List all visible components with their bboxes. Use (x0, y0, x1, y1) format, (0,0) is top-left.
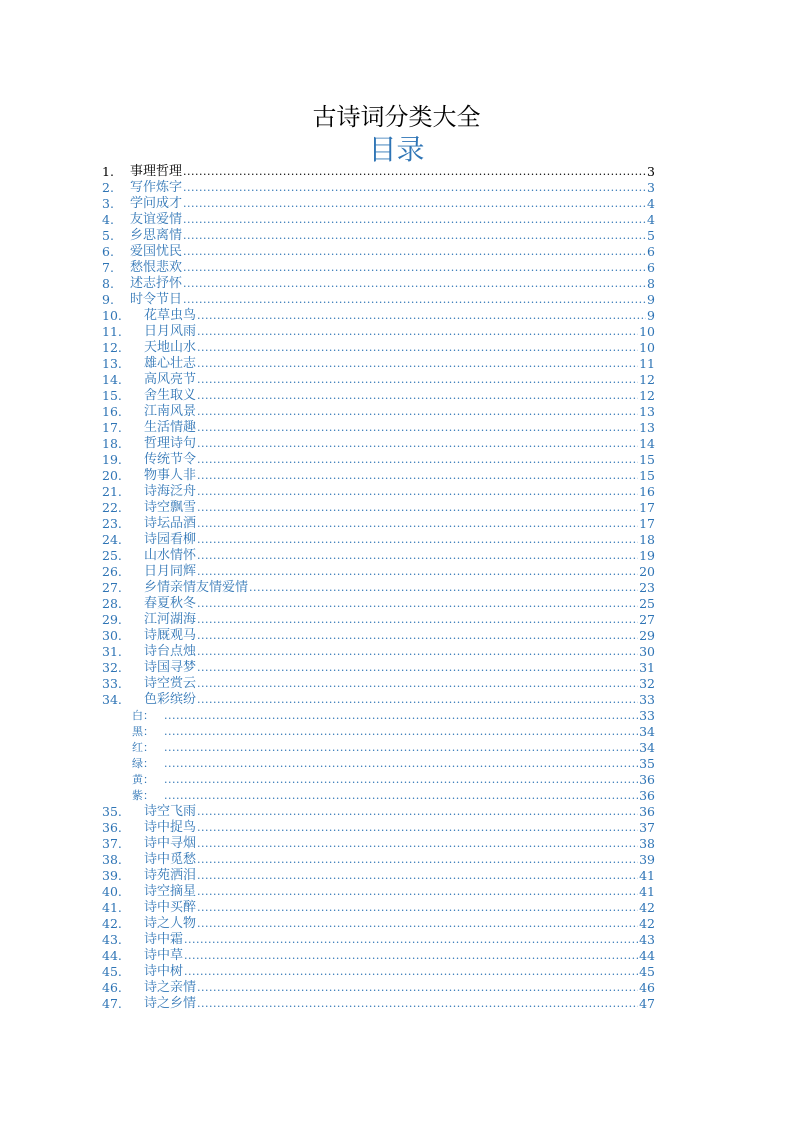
toc-leader-dots (197, 532, 638, 548)
toc-leader-dots (164, 788, 638, 804)
toc-entry-number: 14. (102, 372, 122, 387)
toc-entry-page: 3 (647, 164, 655, 179)
toc-entry-number: 5. (102, 228, 114, 243)
toc-entry[interactable] (102, 324, 655, 340)
toc-entry[interactable] (102, 308, 655, 324)
toc-leader-dots (184, 932, 638, 948)
toc-entry-label: 诗坛品酒 (144, 516, 197, 531)
toc-entry-number: 44. (102, 948, 122, 963)
toc-entry-number: 1. (102, 164, 114, 179)
toc-entry-number: 15. (102, 388, 122, 403)
toc-entry[interactable] (102, 596, 655, 612)
toc-leader-dots (249, 580, 638, 596)
toc-entry-number: 42. (102, 916, 122, 931)
toc-entry-number: 11. (102, 324, 122, 339)
toc-entry[interactable] (102, 772, 655, 788)
toc-entry-page: 30 (639, 644, 655, 659)
toc-entry-page: 47 (639, 996, 655, 1011)
toc-entry-page: 10 (639, 324, 655, 339)
toc-leader-dots (197, 404, 638, 420)
toc-entry-label: 乡思离情 (130, 228, 183, 243)
toc-leader-dots (197, 884, 638, 900)
toc-entry-label: 色彩缤纷 (144, 692, 197, 707)
toc-entry-number: 21. (102, 484, 122, 499)
toc-leader-dots (197, 484, 638, 500)
toc-leader-dots (184, 948, 638, 964)
toc-leader-dots (197, 628, 638, 644)
toc-entry-page: 23 (639, 580, 655, 595)
toc-entry-page: 31 (639, 660, 655, 675)
toc-leader-dots (164, 740, 638, 756)
toc-entry[interactable] (102, 724, 655, 740)
toc-entry-page: 36 (639, 804, 655, 819)
toc-entry-page: 4 (647, 212, 655, 227)
toc-leader-dots (197, 676, 638, 692)
toc-entry-number: 4. (102, 212, 114, 227)
toc-leader-dots (164, 772, 638, 788)
toc-entry[interactable] (102, 276, 655, 292)
toc-entry-page: 27 (639, 612, 655, 627)
toc-leader-dots (197, 612, 638, 628)
toc-entry-number: 13. (102, 356, 122, 371)
toc-leader-dots (164, 756, 638, 772)
toc-entry-number: 3. (102, 196, 114, 211)
toc-entry[interactable] (102, 980, 655, 996)
toc-entry-page: 33 (639, 692, 655, 707)
toc-leader-dots (197, 804, 638, 820)
toc-entry-label: 诗中觅愁 (144, 852, 197, 867)
toc-entry-label: 诗中树 (144, 964, 184, 979)
toc-entry-page: 46 (639, 980, 655, 995)
toc-leader-dots (197, 660, 638, 676)
toc-entry-number: 40. (102, 884, 122, 899)
toc-entry[interactable] (102, 516, 655, 532)
toc-entry-number: 33. (102, 676, 122, 691)
toc-entry[interactable] (102, 452, 655, 468)
toc-entry-label: 诗海泛舟 (144, 484, 197, 499)
toc-entry-number: 2. (102, 180, 114, 195)
toc-heading: 目录 (368, 133, 425, 166)
toc-entry[interactable] (102, 436, 655, 452)
toc-leader-dots (197, 996, 638, 1012)
toc-entry-page: 20 (639, 564, 655, 579)
toc-entry-label: 生活情趣 (144, 420, 197, 435)
toc-entry[interactable] (102, 164, 655, 180)
toc-entry-label: 江河湖海 (144, 612, 197, 627)
toc-entry-number: 22. (102, 500, 122, 515)
toc-entry[interactable] (102, 788, 655, 804)
toc-entry-page: 13 (639, 404, 655, 419)
toc-entry-label: 紫： (132, 789, 154, 802)
toc-entry[interactable] (102, 740, 655, 756)
toc-entry[interactable] (102, 468, 655, 484)
toc-entry-label: 时令节日 (130, 292, 183, 307)
toc-entry-label: 诗空飘雪 (144, 500, 197, 515)
toc-entry[interactable] (102, 404, 655, 420)
toc-entry[interactable] (102, 900, 655, 916)
toc-entry-page: 43 (639, 932, 655, 947)
toc-entry[interactable] (102, 756, 655, 772)
toc-entry-number: 31. (102, 644, 122, 659)
toc-entry-label: 友谊爱情 (130, 212, 183, 227)
toc-entry-label: 黑： (132, 725, 154, 738)
toc-entry-page: 37 (639, 820, 655, 835)
toc-leader-dots (197, 644, 638, 660)
toc-entry-label: 诗中买醉 (144, 900, 197, 915)
toc-entry-label: 传统节令 (144, 452, 197, 467)
toc-entry[interactable] (102, 676, 655, 692)
toc-entry-label: 舍生取义 (144, 388, 197, 403)
toc-entry-label: 诗国寻梦 (144, 660, 197, 675)
toc-entry-number: 19. (102, 452, 122, 467)
toc-entry-label: 诗空赏云 (144, 676, 197, 691)
toc-entry-page: 10 (639, 340, 655, 355)
toc-entry-number: 27. (102, 580, 122, 595)
toc-entry-page: 42 (639, 900, 655, 915)
toc-entry-label: 花草虫鸟 (144, 308, 197, 323)
toc-entry-page: 34 (639, 724, 655, 739)
toc-entry[interactable] (102, 932, 655, 948)
toc-entry-page: 18 (639, 532, 655, 547)
toc-entry-label: 哲理诗句 (144, 436, 197, 451)
toc-leader-dots (197, 916, 638, 932)
toc-entry[interactable] (102, 804, 655, 820)
toc-entry[interactable] (102, 964, 655, 980)
toc-entry-label: 述志抒怀 (130, 276, 183, 291)
toc-leader-dots (197, 836, 638, 852)
toc-entry[interactable] (102, 884, 655, 900)
toc-entry-label: 爱国忧民 (130, 244, 183, 259)
toc-entry-page: 41 (639, 884, 655, 899)
table-of-contents (102, 164, 655, 1012)
toc-leader-dots (183, 180, 646, 196)
toc-entry-number: 7. (102, 260, 114, 275)
toc-entry-label: 春夏秋冬 (144, 596, 197, 611)
toc-entry-page: 25 (639, 596, 655, 611)
toc-entry[interactable] (102, 388, 655, 404)
toc-entry[interactable] (102, 660, 655, 676)
toc-entry[interactable] (102, 180, 655, 196)
toc-entry-page: 13 (639, 420, 655, 435)
toc-entry-label: 诗中捉鸟 (144, 820, 197, 835)
toc-entry[interactable] (102, 868, 655, 884)
toc-entry-label: 诗空飞雨 (144, 804, 197, 819)
toc-entry[interactable] (102, 580, 655, 596)
toc-entry-page: 44 (639, 948, 655, 963)
toc-entry-number: 25. (102, 548, 122, 563)
toc-leader-dots (184, 964, 638, 980)
toc-entry-number: 23. (102, 516, 122, 531)
toc-entry-page: 41 (639, 868, 655, 883)
toc-entry-page: 8 (647, 276, 655, 291)
toc-entry-label: 黄： (132, 773, 154, 786)
toc-leader-dots (197, 564, 638, 580)
toc-entry-page: 16 (639, 484, 655, 499)
toc-entry-page: 9 (647, 292, 655, 307)
toc-entry-label: 诗之乡情 (144, 996, 197, 1011)
toc-entry-label: 诗之人物 (144, 916, 197, 931)
toc-entry-label: 诗中草 (144, 948, 184, 963)
toc-entry-page: 29 (639, 628, 655, 643)
toc-entry-label: 学问成才 (130, 196, 183, 211)
toc-entry-number: 6. (102, 244, 114, 259)
toc-leader-dots (197, 868, 638, 884)
toc-entry-page: 39 (639, 852, 655, 867)
toc-leader-dots (183, 228, 646, 244)
toc-entry-number: 18. (102, 436, 122, 451)
toc-leader-dots (197, 308, 646, 324)
toc-entry-label: 诗厩观马 (144, 628, 197, 643)
toc-leader-dots (183, 196, 646, 212)
toc-entry-page: 4 (647, 196, 655, 211)
toc-entry-number: 16. (102, 404, 122, 419)
toc-entry[interactable] (102, 356, 655, 372)
toc-entry-label: 山水情怀 (144, 548, 197, 563)
toc-entry-label: 事理哲理 (130, 164, 183, 179)
toc-leader-dots (183, 276, 646, 292)
toc-leader-dots (197, 436, 638, 452)
toc-entry-number: 34. (102, 692, 122, 707)
toc-entry-page: 17 (639, 516, 655, 531)
toc-leader-dots (197, 900, 638, 916)
toc-entry-page: 35 (639, 756, 655, 771)
toc-leader-dots (197, 692, 638, 708)
toc-entry-page: 9 (647, 308, 655, 323)
toc-entry-number: 24. (102, 532, 122, 547)
toc-entry-number: 12. (102, 340, 122, 355)
toc-entry[interactable] (102, 644, 655, 660)
toc-leader-dots (197, 324, 638, 340)
toc-entry-page: 42 (639, 916, 655, 931)
toc-entry-page: 6 (647, 244, 655, 259)
toc-leader-dots (197, 340, 638, 356)
toc-entry-number: 28. (102, 596, 122, 611)
toc-entry[interactable] (102, 820, 655, 836)
toc-leader-dots (197, 356, 638, 372)
toc-entry-page: 12 (639, 388, 655, 403)
toc-entry-label: 愁恨悲欢 (130, 260, 183, 275)
toc-entry[interactable] (102, 612, 655, 628)
toc-entry-number: 35. (102, 804, 122, 819)
toc-entry-label: 诗中霜 (144, 932, 184, 947)
toc-entry[interactable] (102, 628, 655, 644)
toc-entry-page: 14 (639, 436, 655, 451)
toc-entry[interactable] (102, 292, 655, 308)
toc-entry-page: 5 (647, 228, 655, 243)
toc-entry-number: 30. (102, 628, 122, 643)
toc-entry-label: 红： (132, 741, 154, 754)
toc-entry-number: 41. (102, 900, 122, 915)
toc-entry[interactable] (102, 836, 655, 852)
toc-entry-label: 天地山水 (144, 340, 197, 355)
toc-leader-dots (197, 852, 638, 868)
toc-entry-number: 39. (102, 868, 122, 883)
toc-entry-number: 20. (102, 468, 122, 483)
toc-leader-dots (197, 516, 638, 532)
toc-entry-label: 高风亮节 (144, 372, 197, 387)
toc-entry-page: 15 (639, 468, 655, 483)
toc-entry[interactable] (102, 420, 655, 436)
toc-entry-page: 19 (639, 548, 655, 563)
toc-entry-label: 诗之亲情 (144, 980, 197, 995)
toc-entry-label: 诗园看柳 (144, 532, 197, 547)
toc-entry[interactable] (102, 244, 655, 260)
toc-entry-number: 43. (102, 932, 122, 947)
toc-entry[interactable] (102, 916, 655, 932)
toc-leader-dots (197, 596, 638, 612)
toc-entry-label: 诗中寻烟 (144, 836, 197, 851)
toc-entry-number: 17. (102, 420, 122, 435)
toc-leader-dots (183, 292, 646, 308)
toc-entry-label: 物事人非 (144, 468, 197, 483)
toc-leader-dots (197, 980, 638, 996)
toc-entry-number: 45. (102, 964, 122, 979)
toc-entry-label: 乡情亲情友情爱情 (144, 580, 249, 595)
toc-entry[interactable] (102, 708, 655, 724)
toc-entry-label: 诗苑洒泪 (144, 868, 197, 883)
toc-entry-page: 15 (639, 452, 655, 467)
toc-entry[interactable] (102, 212, 655, 228)
toc-entry[interactable] (102, 692, 655, 708)
toc-entry-number: 8. (102, 276, 114, 291)
toc-entry[interactable] (102, 548, 655, 564)
toc-entry-label: 绿： (132, 757, 154, 770)
toc-entry-page: 34 (639, 740, 655, 755)
toc-leader-dots (183, 164, 646, 180)
toc-entry-number: 38. (102, 852, 122, 867)
toc-leader-dots (183, 212, 646, 228)
toc-entry-page: 12 (639, 372, 655, 387)
toc-entry[interactable] (102, 228, 655, 244)
toc-entry-page: 6 (647, 260, 655, 275)
toc-entry[interactable] (102, 484, 655, 500)
toc-entry-page: 17 (639, 500, 655, 515)
toc-entry-page: 45 (639, 964, 655, 979)
document-title: 古诗词分类大全 (312, 103, 481, 131)
toc-leader-dots (164, 724, 638, 740)
toc-entry[interactable] (102, 948, 655, 964)
toc-entry-label: 日月风雨 (144, 324, 197, 339)
toc-entry-number: 10. (102, 308, 122, 323)
toc-entry-number: 46. (102, 980, 122, 995)
toc-leader-dots (183, 260, 646, 276)
toc-entry-page: 32 (639, 676, 655, 691)
toc-entry-page: 36 (639, 788, 655, 803)
toc-entry[interactable] (102, 532, 655, 548)
toc-entry-label: 写作炼字 (130, 180, 183, 195)
toc-entry[interactable] (102, 196, 655, 212)
toc-entry-label: 日月同辉 (144, 564, 197, 579)
toc-entry-label: 江南风景 (144, 404, 197, 419)
toc-entry-number: 9. (102, 292, 114, 307)
toc-leader-dots (183, 244, 646, 260)
toc-entry-number: 32. (102, 660, 122, 675)
toc-leader-dots (197, 388, 638, 404)
toc-leader-dots (197, 500, 638, 516)
toc-leader-dots (197, 372, 638, 388)
toc-entry-number: 36. (102, 820, 122, 835)
toc-entry[interactable] (102, 372, 655, 388)
toc-entry-label: 诗空摘星 (144, 884, 197, 899)
toc-entry-number: 37. (102, 836, 122, 851)
toc-entry[interactable] (102, 852, 655, 868)
toc-leader-dots (197, 468, 638, 484)
toc-entry-label: 白： (132, 709, 154, 722)
toc-leader-dots (197, 420, 638, 436)
toc-entry-number: 26. (102, 564, 122, 579)
toc-entry-number: 29. (102, 612, 122, 627)
toc-entry-label: 诗台点烛 (144, 644, 197, 659)
toc-entry[interactable] (102, 564, 655, 580)
toc-entry[interactable] (102, 500, 655, 516)
toc-entry-page: 38 (639, 836, 655, 851)
toc-entry-page: 3 (647, 180, 655, 195)
toc-leader-dots (164, 708, 638, 724)
toc-entry[interactable] (102, 340, 655, 356)
toc-entry-page: 11 (639, 356, 655, 371)
toc-leader-dots (197, 452, 638, 468)
toc-entry-number: 47. (102, 996, 122, 1011)
toc-leader-dots (197, 820, 638, 836)
toc-entry[interactable] (102, 260, 655, 276)
toc-entry-page: 33 (639, 708, 655, 723)
toc-entry[interactable] (102, 996, 655, 1012)
toc-leader-dots (197, 548, 638, 564)
toc-entry-page: 36 (639, 772, 655, 787)
toc-entry-label: 雄心壮志 (144, 356, 197, 371)
